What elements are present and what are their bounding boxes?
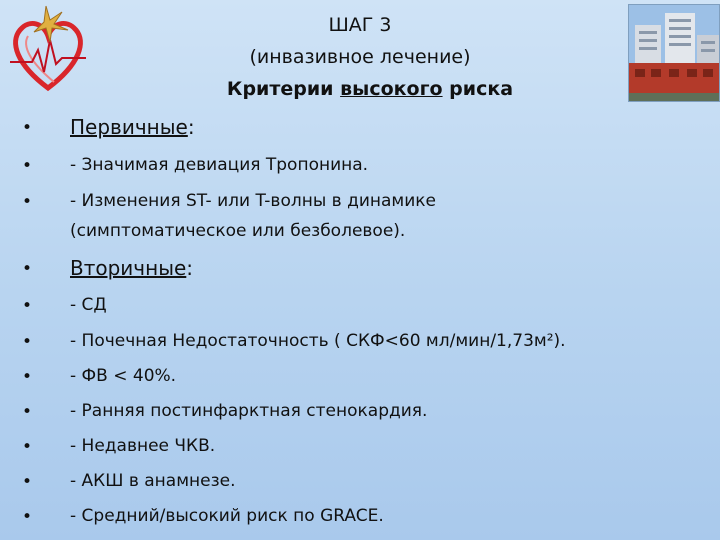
list-item: - Изменения ST- или T-волны в динамике xyxy=(70,191,437,211)
bullet: • xyxy=(22,332,33,352)
bullet: • xyxy=(22,472,33,492)
bullet: • xyxy=(22,259,33,279)
list-item: - Почечная Недостаточность ( СКФ<60 мл/мин/1,73м²). xyxy=(70,331,566,351)
secondary-colon: : xyxy=(186,256,194,280)
bullet: • xyxy=(22,402,33,422)
bullet: • xyxy=(22,507,33,527)
step-subtitle: (инвазивное лечение) xyxy=(249,46,471,68)
bullet: • xyxy=(22,437,33,457)
list-item-continuation: (симптоматическое или безболевое). xyxy=(70,221,406,241)
list-item: - Значимая девиация Тропонина. xyxy=(70,155,369,175)
list-item: - АКШ в анамнезе. xyxy=(70,471,236,491)
criteria-heading-underlined: высокого xyxy=(340,78,443,100)
list-item: - Недавнее ЧКВ. xyxy=(70,436,216,456)
heart-logo xyxy=(6,2,90,98)
list-item: - Ранняя постинфарктная стенокардия. xyxy=(70,401,428,421)
bullet: • xyxy=(22,118,33,138)
primary-label: Первичные xyxy=(70,115,188,139)
primary-heading xyxy=(70,115,195,139)
criteria-heading-end: риска xyxy=(442,78,514,100)
primary-colon: : xyxy=(187,115,195,139)
criteria-heading-start: Критерии xyxy=(226,78,341,100)
secondary-label: Вторичные xyxy=(70,256,187,280)
secondary-heading xyxy=(70,256,193,280)
list-item: - Средний/высокий риск по GRACE. xyxy=(70,506,384,526)
hospital-building-photo xyxy=(628,4,720,102)
list-item: - ФВ < 40%. xyxy=(70,366,177,386)
step-title: ШАГ 3 xyxy=(328,14,392,36)
bullet: • xyxy=(22,156,33,176)
bullet: • xyxy=(22,296,33,316)
bullet: • xyxy=(22,367,33,387)
criteria-heading xyxy=(200,78,540,100)
list-item: - СД xyxy=(70,295,107,315)
bullet: • xyxy=(22,192,33,212)
